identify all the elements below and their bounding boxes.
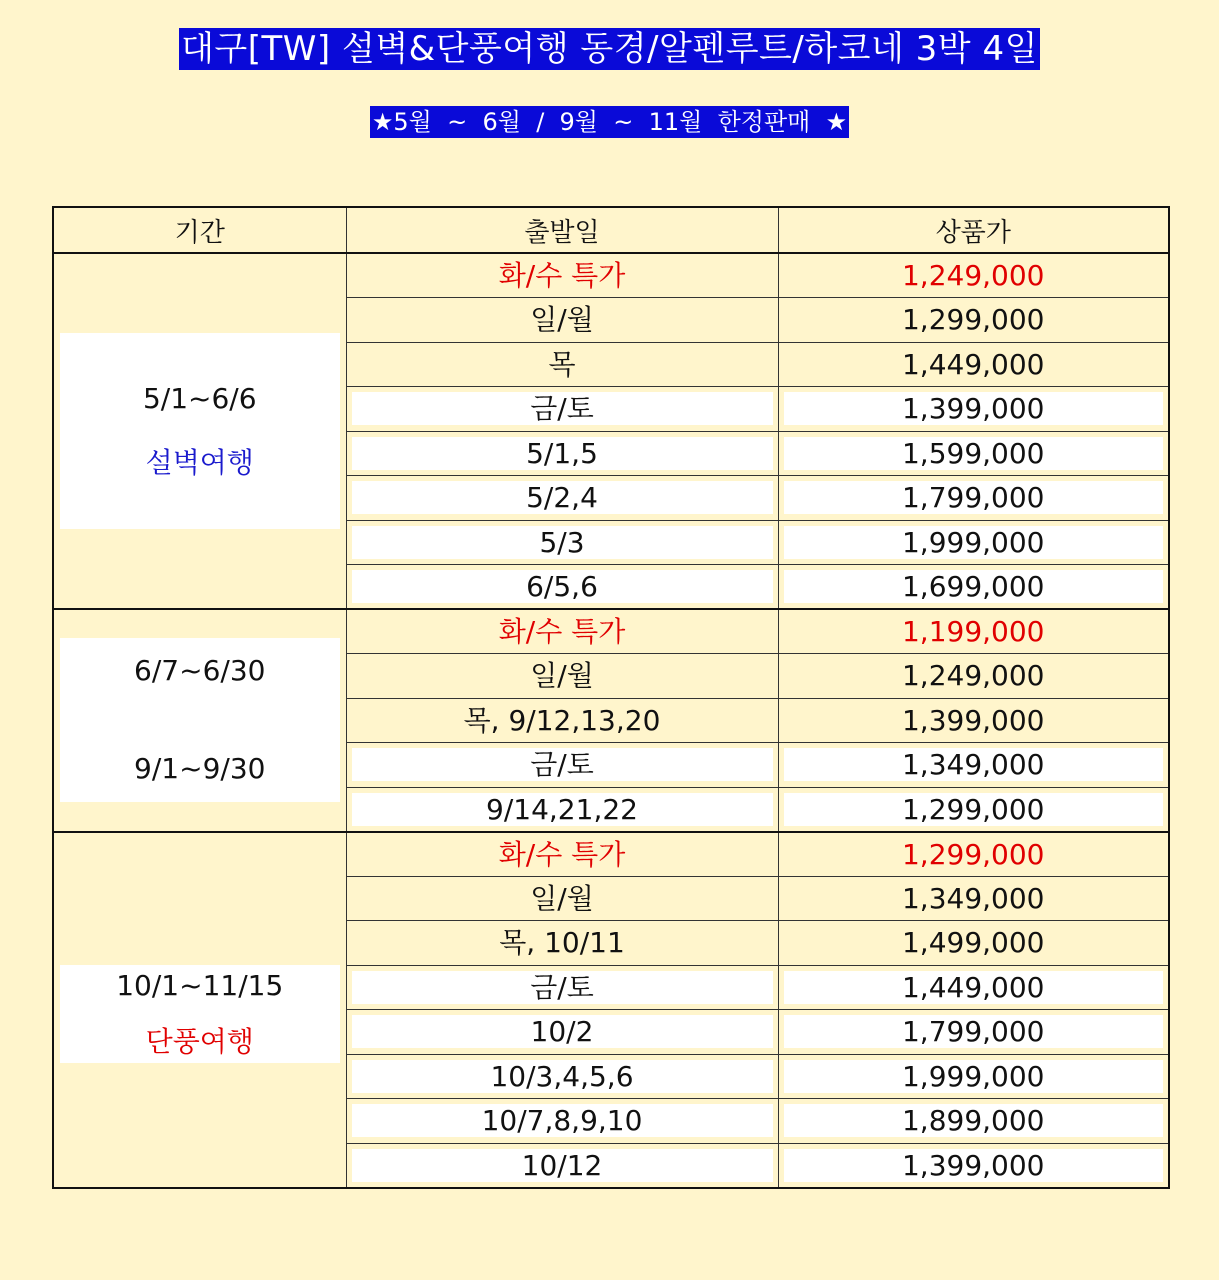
departure-date-cell: 금/토	[346, 743, 778, 788]
period-cell-1	[53, 253, 346, 609]
period-range-secondary: 9/1~9/30	[134, 752, 266, 786]
departure-date-cell: 10/7,8,9,10	[346, 1099, 778, 1144]
period-note: 설벽여행	[145, 446, 254, 479]
table-row	[53, 609, 1169, 654]
price-cell: 1,399,000	[778, 698, 1169, 743]
header-departure-date: 출발일	[346, 207, 778, 253]
price-cell: 1,249,000	[778, 654, 1169, 699]
price-cell: 1,349,000	[778, 743, 1169, 788]
departure-date-cell: 10/2	[346, 1010, 778, 1055]
price-cell: 1,299,000	[778, 787, 1169, 832]
price-cell: 1,349,000	[778, 876, 1169, 921]
price-cell: 1,249,000	[778, 253, 1169, 298]
price-cell: 1,999,000	[778, 520, 1169, 565]
title-area	[0, 28, 1219, 70]
price-cell: 1,799,000	[778, 1010, 1169, 1055]
header-period: 기간	[53, 207, 346, 253]
price-cell: 1,299,000	[778, 832, 1169, 877]
price-table	[52, 206, 1170, 1189]
departure-date-cell: 목, 9/12,13,20	[346, 698, 778, 743]
departure-date-cell: 10/3,4,5,6	[346, 1054, 778, 1099]
period-cell-3	[53, 832, 346, 1188]
departure-date-cell: 목, 10/11	[346, 921, 778, 966]
price-cell: 1,449,000	[778, 342, 1169, 387]
subtitle-area	[0, 106, 1219, 138]
period-box	[60, 965, 340, 1063]
departure-date-cell: 목	[346, 342, 778, 387]
price-cell: 1,399,000	[778, 387, 1169, 432]
price-cell: 1,999,000	[778, 1054, 1169, 1099]
departure-date-cell: 5/2,4	[346, 476, 778, 521]
sale-period-banner: ★5월 ~ 6월 / 9월 ~ 11월 한정판매 ★	[371, 108, 848, 136]
departure-date-cell: 화/수 특가	[346, 253, 778, 298]
price-cell: 1,499,000	[778, 921, 1169, 966]
period-box	[60, 333, 340, 529]
departure-date-cell: 금/토	[346, 965, 778, 1010]
departure-date-cell: 금/토	[346, 387, 778, 432]
price-cell: 1,449,000	[778, 965, 1169, 1010]
departure-date-cell: 일/월	[346, 876, 778, 921]
departure-date-cell: 6/5,6	[346, 565, 778, 610]
departure-date-cell: 화/수 특가	[346, 609, 778, 654]
departure-date-cell: 일/월	[346, 654, 778, 699]
price-cell: 1,199,000	[778, 609, 1169, 654]
price-cell: 1,599,000	[778, 431, 1169, 476]
table-header-row	[53, 207, 1169, 253]
departure-date-cell: 화/수 특가	[346, 832, 778, 877]
page-title: 대구[TW] 설벽&단풍여행 동경/알펜루트/하코네 3박 4일	[181, 29, 1038, 69]
departure-date-cell: 일/월	[346, 298, 778, 343]
price-cell: 1,799,000	[778, 476, 1169, 521]
price-cell: 1,399,000	[778, 1143, 1169, 1188]
price-cell: 1,299,000	[778, 298, 1169, 343]
table-row	[53, 253, 1169, 298]
period-range: 6/7~6/30	[134, 654, 266, 688]
table-row	[53, 832, 1169, 877]
departure-date-cell: 5/3	[346, 520, 778, 565]
period-box	[60, 638, 340, 802]
price-cell: 1,899,000	[778, 1099, 1169, 1144]
period-range: 5/1~6/6	[142, 382, 257, 415]
price-cell: 1,699,000	[778, 565, 1169, 610]
departure-date-cell: 10/12	[346, 1143, 778, 1188]
period-cell-2	[53, 609, 346, 832]
header-price: 상품가	[778, 207, 1169, 253]
period-note: 단풍여행	[145, 1024, 254, 1058]
departure-date-cell: 5/1,5	[346, 431, 778, 476]
period-range: 10/1~11/15	[116, 968, 284, 1002]
departure-date-cell: 9/14,21,22	[346, 787, 778, 832]
